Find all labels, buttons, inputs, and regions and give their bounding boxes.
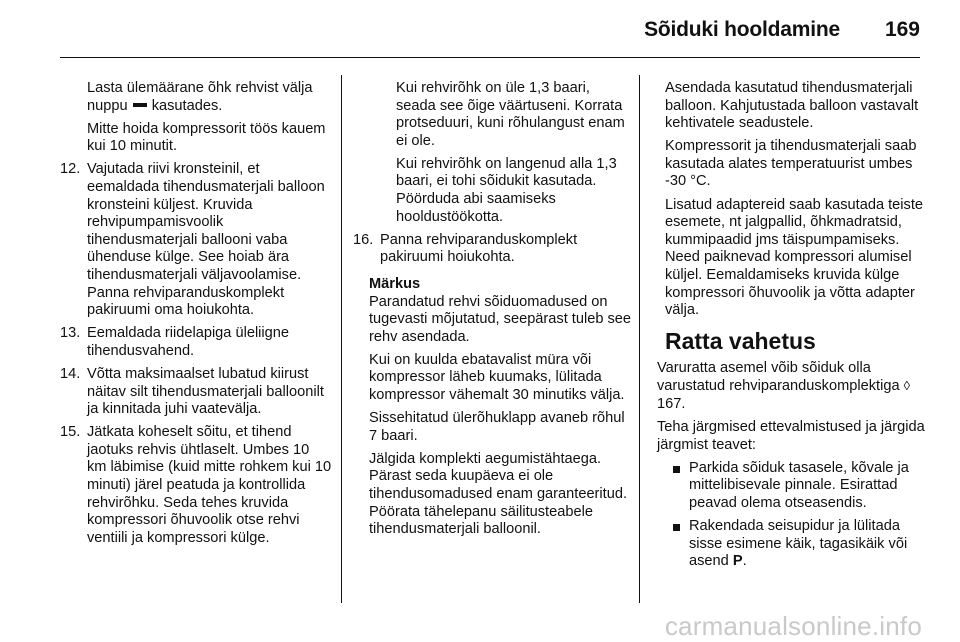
note-paragraph-2: Kui on kuulda ebatavalist müra või kompressor läheb kuumaks, lülitada kompressor vähemalt 30 minutiks välja. [369, 351, 625, 403]
minus-button-icon [133, 103, 147, 107]
bullet-text-end: . [742, 553, 747, 570]
col3-paragraph-1: Asendada kasutatud tihendusmaterjali balloon. Kahjutustada balloon vastavalt kehtivatele seadustele. [665, 80, 919, 132]
column-divider-1 [341, 75, 342, 603]
page-number: 169 [884, 18, 920, 41]
column-divider-2 [639, 75, 640, 603]
col1-paragraph-1 [60, 80, 332, 115]
page-reference-icon: ◊ [903, 378, 911, 394]
list-number: 15. [60, 424, 81, 441]
col1-paragraph-2: Mitte hoida kompressorit töös kauem kui 10 minutit. [87, 120, 326, 155]
page-header-title: Sõiduki hooldamine [644, 18, 840, 41]
gear-position-p: P [732, 553, 743, 570]
section-intro-text: Varuratta asemel võib sõiduk olla varustatud rehviparanduskomplektiga [657, 359, 900, 395]
note-paragraph-3: Sissehitatud ülerõhuklapp avaneb rõhul 7 baari. [369, 410, 625, 444]
section-intro-2: Teha järgmised ettevalmistused ja järgida järgmist teavet: [657, 419, 925, 453]
list-item-12 [60, 161, 332, 319]
list-item-14 [60, 366, 332, 419]
square-bullet-icon [673, 524, 680, 531]
col2-paragraph-2: Kui rehvirõhk on langenud alla 1,3 baari, ei tohi sõidukit kasutada. Pöörduda abi saamiseks hooldustöökotta. [396, 155, 617, 225]
list-item-text: Vajutada riivi kronsteinil, et eemaldada tihendusmaterjali balloon kronsteini küljest. Kruvida rehvipumpamisvoolik tihendusmaterjali ballooni vaba ühenduse külge. See hoiab ära tihendusmaterjali väljavoolamise. Panna rehviparanduskomplekt pakiruumi oma hoiukohta. [87, 161, 325, 319]
list-item-13 [60, 325, 332, 360]
col1-para1-text-a: Lasta ülemäärane õhk rehvist välja nuppu [87, 80, 313, 114]
list-number: 12. [60, 161, 81, 178]
list-number: 14. [60, 365, 81, 382]
column-1 [60, 80, 332, 553]
section-title: Ratta vahetus [665, 327, 816, 354]
bullet-item-1 [665, 460, 927, 513]
section-intro [657, 360, 927, 414]
col1-para1-text-b: kasutades. [151, 97, 223, 114]
bullet-text: Rakendada seisupidur ja lülitada sisse esimene käik, tagasikäik või asend [689, 517, 908, 570]
list-item-text: Eemaldada riidelapiga üleliigne tihendusvahend. [87, 325, 290, 359]
list-item-text: Panna rehviparanduskomplekt pakiruumi hoiukohta. [380, 231, 578, 266]
page-reference-link[interactable]: 167. [657, 395, 686, 412]
col2-paragraph-1: Kui rehvirõhk on üle 1,3 baari, seada see õige väärtuseni. Korrata protseduuri, kuni rõhulangust enam ei ole. [396, 80, 625, 149]
bullet-text: Parkida sõiduk tasasele, kõvale ja mittelibisevale pinnale. Esirattad peavad olema otseasendis. [689, 459, 909, 511]
note-label: Märkus [369, 275, 421, 292]
list-item-text: Jätkata koheselt sõitu, et tihend jaotuks rehvis ühtlaselt. Umbes 10 km läbimise (kuid mitte rohkem kui 10 minuti) järel peatuda ja kontrollida rehvirõhku. Seda tehes kruvida kompressori õhuvoolik otse rehvi ventiili ja kompressori külge. [87, 424, 332, 546]
col3-paragraph-3: Lisatud adaptereid saab kasutada teiste esemete, nt jalgpallid, õhkmadratsid, kummipaadid jms täispumpamiseks. Need paiknevad kompressori alumisel küljel. Eemaldamiseks kruvida külge kompressori õhuvoolik ja võtta adapter välja. [665, 196, 924, 319]
note-paragraph-4: Jälgida komplekti aegumistähtaega. Pärast seda kuupäeva ei ole tihendusomadused enam garanteeritud. Pöörata tähelepanu säilitusteabele tihendusmaterjali balloonil. [369, 450, 627, 538]
col3-paragraph-2: Kompressorit ja tihendusmaterjali saab kasutada alates temperatuurist umbes -30 °C. [665, 138, 917, 190]
list-number: 13. [60, 325, 81, 342]
list-item-15 [60, 424, 332, 547]
column-3 [657, 80, 927, 576]
header-divider [60, 57, 920, 58]
watermark: carmanualsonline.info [664, 611, 922, 641]
list-number: 16. [353, 231, 374, 248]
column-2 [353, 80, 633, 544]
list-item-16 [353, 232, 633, 267]
list-item-text: Võtta maksimaalset lubatud kiirust näitav silt tihendusmaterjali balloonilt ja kinnitada juhi vaatevälja. [87, 365, 324, 418]
bullet-item-2 [665, 518, 927, 571]
square-bullet-icon [673, 466, 680, 473]
note-paragraph-1: Parandatud rehvi sõiduomadused on tugevasti mõjutatud, seepärast tuleb see rehv asendada. [369, 293, 632, 345]
